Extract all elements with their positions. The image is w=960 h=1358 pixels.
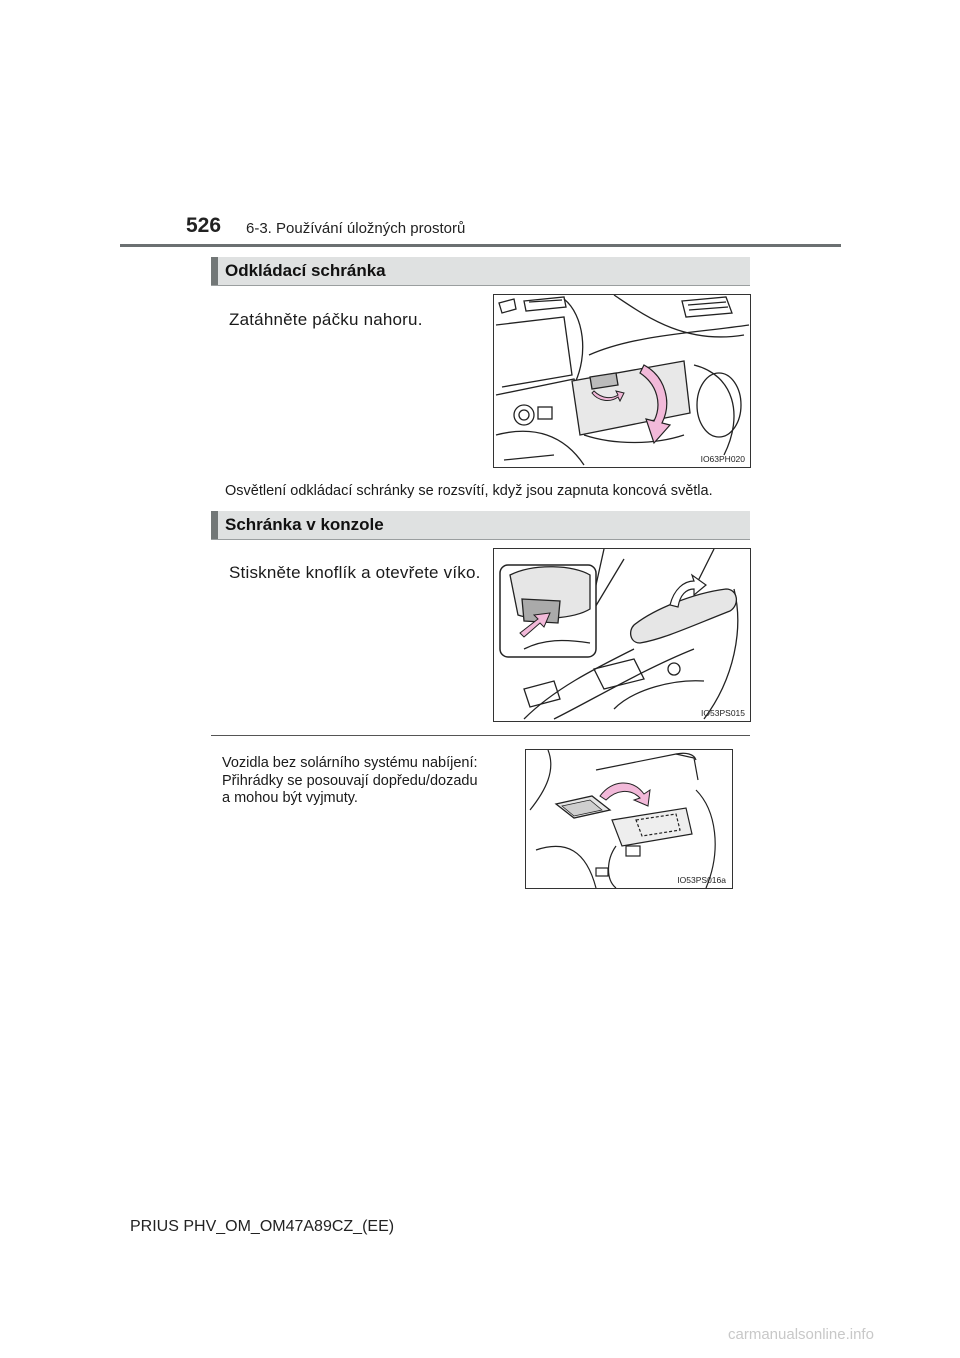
tray-illustration bbox=[526, 750, 732, 888]
note-text: Osvětlení odkládací schránky se rozsvítí, když jsou zapnuta koncová světla. bbox=[225, 483, 713, 499]
console-figure bbox=[493, 548, 751, 722]
figure-code: IO53PS016a bbox=[677, 875, 726, 885]
section-title: Schránka v konzole bbox=[225, 515, 384, 534]
section-divider bbox=[211, 735, 750, 736]
page-number: 526 bbox=[186, 214, 222, 237]
section-heading-glovebox bbox=[211, 257, 750, 285]
section-heading-console bbox=[211, 511, 750, 539]
arrow-icon bbox=[600, 783, 650, 806]
section-title: Odkládací schránka bbox=[225, 261, 386, 280]
glovebox-figure bbox=[493, 294, 751, 468]
footer-model: PRIUS PHV_OM_OM47A89CZ_(EE) bbox=[130, 1218, 395, 1235]
chapter-title: 6-3. Používání úložných prostorů bbox=[246, 220, 466, 237]
instruction-text: Stiskněte knoflík a otevřete víko. bbox=[229, 563, 481, 582]
header-rule bbox=[120, 244, 841, 247]
figure-code: IO63PH020 bbox=[700, 454, 745, 464]
section-underline bbox=[211, 539, 750, 540]
tray-note-line: Vozidla bez solárního systému nabíjení: bbox=[222, 755, 478, 771]
watermark: carmanualsonline.info bbox=[728, 1326, 874, 1343]
section-stripe bbox=[211, 511, 218, 539]
figure-code: IO53PS015 bbox=[701, 708, 745, 718]
tray-figure bbox=[525, 749, 733, 889]
section-stripe bbox=[211, 257, 218, 285]
tray-note-line: Přihrádky se posouvají dopředu/dozadu bbox=[222, 772, 478, 789]
tray-note-line: a mohou být vyjmuty. bbox=[222, 790, 358, 806]
instruction-text: Zatáhněte páčku nahoru. bbox=[229, 310, 423, 329]
tray-note bbox=[222, 755, 507, 808]
section-underline bbox=[211, 285, 750, 286]
console-illustration bbox=[494, 549, 750, 721]
glovebox-illustration bbox=[494, 295, 750, 467]
